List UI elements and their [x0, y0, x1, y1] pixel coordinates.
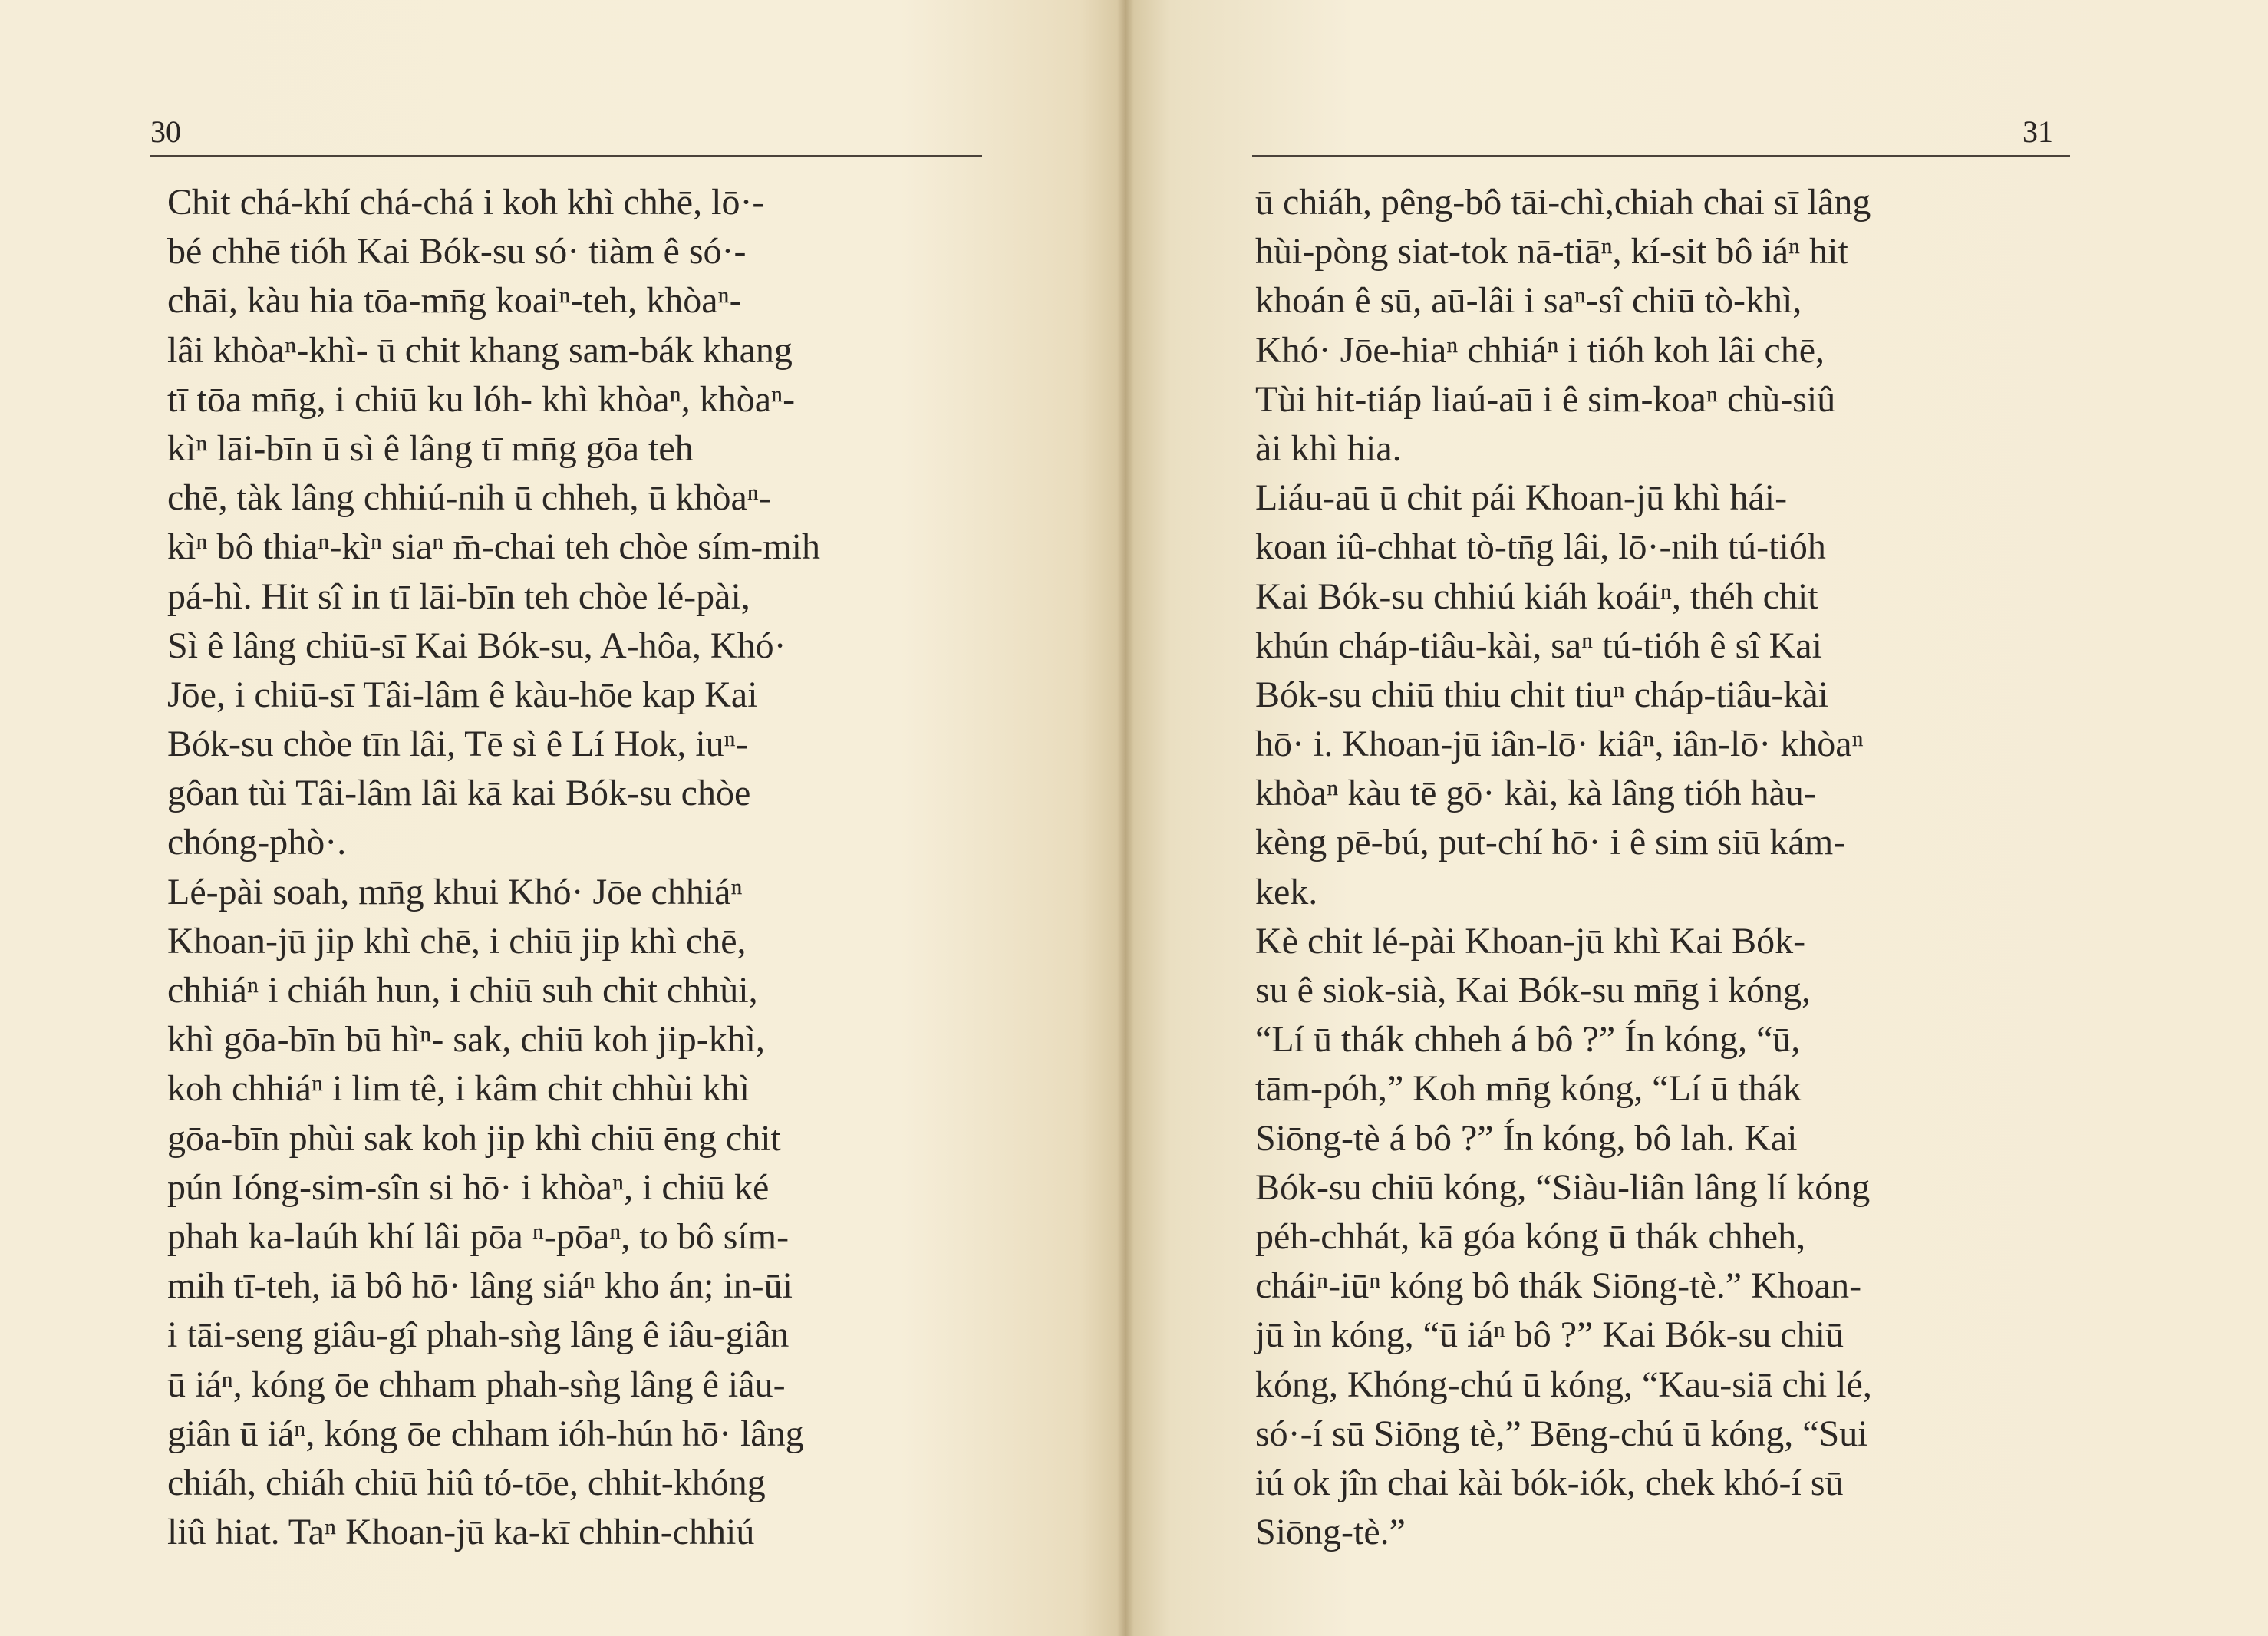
text-line: pá-hì. Hit sî in tī lāi-bīn teh chòe lé-pài, [167, 576, 750, 617]
text-line: ài khì hia. [1255, 427, 1402, 469]
text-line: i tāi-seng giâu-gî phah-sǹg lâng ê iâu-giân [167, 1314, 790, 1356]
text-line: ū chiáh, pêng-bô tāi-chì,chiah chai sī lâng [1255, 182, 1871, 223]
text-line: kóng, Khóng-chú ū kóng, “Kau-siā chi lé, [1255, 1364, 1872, 1405]
text-line: Siōng-tè á bô ?” Ín kóng, bô lah. Kai [1255, 1117, 1798, 1159]
text-line: Sì ê lâng chiū-sī Kai Bók-su, A-hôa, Khó· [167, 625, 786, 666]
text-line: hō· i. Khoan-jū iân-lō· kiâⁿ, iân-lō· khòaⁿ [1255, 724, 1864, 765]
text-line: koh chhiáⁿ i lim tê, i kâm chit chhùi khì [167, 1068, 750, 1110]
text-line: iú ok jîn chai kài bók-iók, chek khó-í sū [1255, 1462, 1844, 1503]
text-line: Bók-su chiū kóng, “Siàu-liân lâng lí kóng [1255, 1166, 1871, 1208]
right-page-text [1255, 178, 2069, 1557]
text-line: kèng pē-bú, put-chí hō· i ê sim siū kám- [1255, 822, 1846, 863]
text-line: péh-chhát, kā góa kóng ū thák chheh, [1255, 1215, 1806, 1257]
text-line: gōa-bīn phùi sak koh jip khì chiū ēng chit [167, 1117, 781, 1159]
text-line: tī tōa mn̄g, i chiū ku lóh- khì khòaⁿ, khòaⁿ- [167, 378, 796, 420]
text-line: Chit chá-khí chá-chá i koh khì chhē, lō·- [167, 182, 765, 223]
text-line: Tùi hit-tiáp liaú-aū i ê sim-koaⁿ chù-siû [1255, 378, 1836, 420]
left-page-text [167, 178, 984, 1557]
page-number-left: 30 [150, 114, 181, 149]
text-line: jū ìn kóng, “ū iáⁿ bô ?” Kai Bók-su chiū [1255, 1314, 1844, 1356]
text-line: khòaⁿ kàu tē gō· kài, kà lâng tióh hàu- [1255, 773, 1816, 814]
text-line: Bók-su chòe tīn lâi, Tē sì ê Lí Hok, iuⁿ- [167, 724, 748, 765]
header-rule-right [1252, 155, 2070, 157]
text-line: Lé-pài soah, mn̄g khui Khó· Jōe chhiáⁿ [167, 871, 743, 912]
text-line: hùi-pòng siat-tok nā-tiāⁿ, kí-sit bô iáⁿ hit [1255, 231, 1848, 272]
text-line: Khoan-jū jip khì chē, i chiū jip khì chē, [167, 920, 747, 961]
text-line: liû hiat. Taⁿ Khoan-jū ka-kī chhin-chhiú [167, 1512, 755, 1553]
text-line: ū iáⁿ, kóng ōe chham phah-sǹg lâng ê iâu- [167, 1364, 786, 1405]
text-line: kek. [1255, 871, 1318, 912]
text-line: só·-í sū Siōng tè,” Bēng-chú ū kóng, “Sui [1255, 1413, 1868, 1454]
text-line: Kai Bók-su chhiú kiáh koáiⁿ, théh chit [1255, 576, 1818, 617]
text-line: khún cháp-tiâu-kài, saⁿ tú-tióh ê sî Kai [1255, 625, 1822, 666]
page-number-right: 31 [2022, 114, 2053, 149]
text-line: tām-póh,” Koh mn̄g kóng, “Lí ū thák [1255, 1068, 1802, 1110]
text-line: cháiⁿ-iūⁿ kóng bô thák Siōng-tè.” Khoan- [1255, 1265, 1862, 1307]
text-line: Jōe, i chiū-sī Tâi-lâm ê kàu-hōe kap Kai [167, 674, 758, 715]
text-line: chhiáⁿ i chiáh hun, i chiū suh chit chhùi, [167, 970, 758, 1011]
text-line: kìⁿ lāi-bīn ū sì ê lâng tī mn̄g gōa teh [167, 427, 694, 469]
header-rule-left [150, 155, 982, 157]
text-line: gôan tùi Tâi-lâm lâi kā kai Bók-su chòe [167, 773, 751, 814]
text-line: lâi khòaⁿ-khì- ū chit khang sam-bák khang [167, 329, 793, 371]
text-line: phah ka-laúh khí lâi pōa ⁿ-pōaⁿ, to bô sím- [167, 1215, 790, 1257]
text-line: Kè chit lé-pài Khoan-jū khì Kai Bók- [1255, 920, 1806, 961]
text-line: khoán ê sū, aū-lâi i saⁿ-sî chiū tò-khì, [1255, 280, 1802, 322]
text-line: bé chhē tióh Kai Bók-su só· tiàm ê só·- [167, 231, 747, 272]
text-line: koan iû-chhat tò-tn̄g lâi, lō·-nih tú-tióh [1255, 526, 1826, 568]
book-gutter [1117, 0, 1134, 1636]
text-line: mih tī-teh, iā bô hō· lâng siáⁿ kho án; in-ūi [167, 1265, 793, 1307]
text-line: Liáu-aū ū chit pái Khoan-jū khì hái- [1255, 477, 1788, 519]
text-line: Bók-su chiū thiu chit tiuⁿ cháp-tiâu-kài [1255, 674, 1828, 715]
text-line: “Lí ū thák chheh á bô ?” Ín kóng, “ū, [1255, 1019, 1801, 1060]
text-line: giân ū iáⁿ, kóng ōe chham ióh-hún hō· lâng [167, 1413, 804, 1454]
text-line: kìⁿ bô thiaⁿ-kìⁿ siaⁿ m̄-chai teh chòe sím-mih [167, 526, 820, 568]
text-line: chē, tàk lâng chhiú-nih ū chheh, ū khòaⁿ- [167, 477, 771, 519]
text-line: Khó· Jōe-hiaⁿ chhiáⁿ i tióh koh lâi chē, [1255, 329, 1825, 371]
text-line: chóng-phò·. [167, 822, 347, 863]
text-line: chāi, kàu hia tōa-mn̄g koaiⁿ-teh, khòaⁿ- [167, 280, 742, 322]
text-line: khì gōa-bīn bū hìⁿ- sak, chiū koh jip-khì, [167, 1019, 766, 1060]
text-line: Siōng-tè.” [1255, 1512, 1406, 1553]
text-line: pún Ióng-sim-sîn si hō· i khòaⁿ, i chiū ké [167, 1166, 770, 1208]
text-line: su ê siok-sià, Kai Bók-su mn̄g i kóng, [1255, 970, 1811, 1011]
text-line: chiáh, chiáh chiū hiû tó-tōe, chhit-khóng [167, 1462, 766, 1503]
